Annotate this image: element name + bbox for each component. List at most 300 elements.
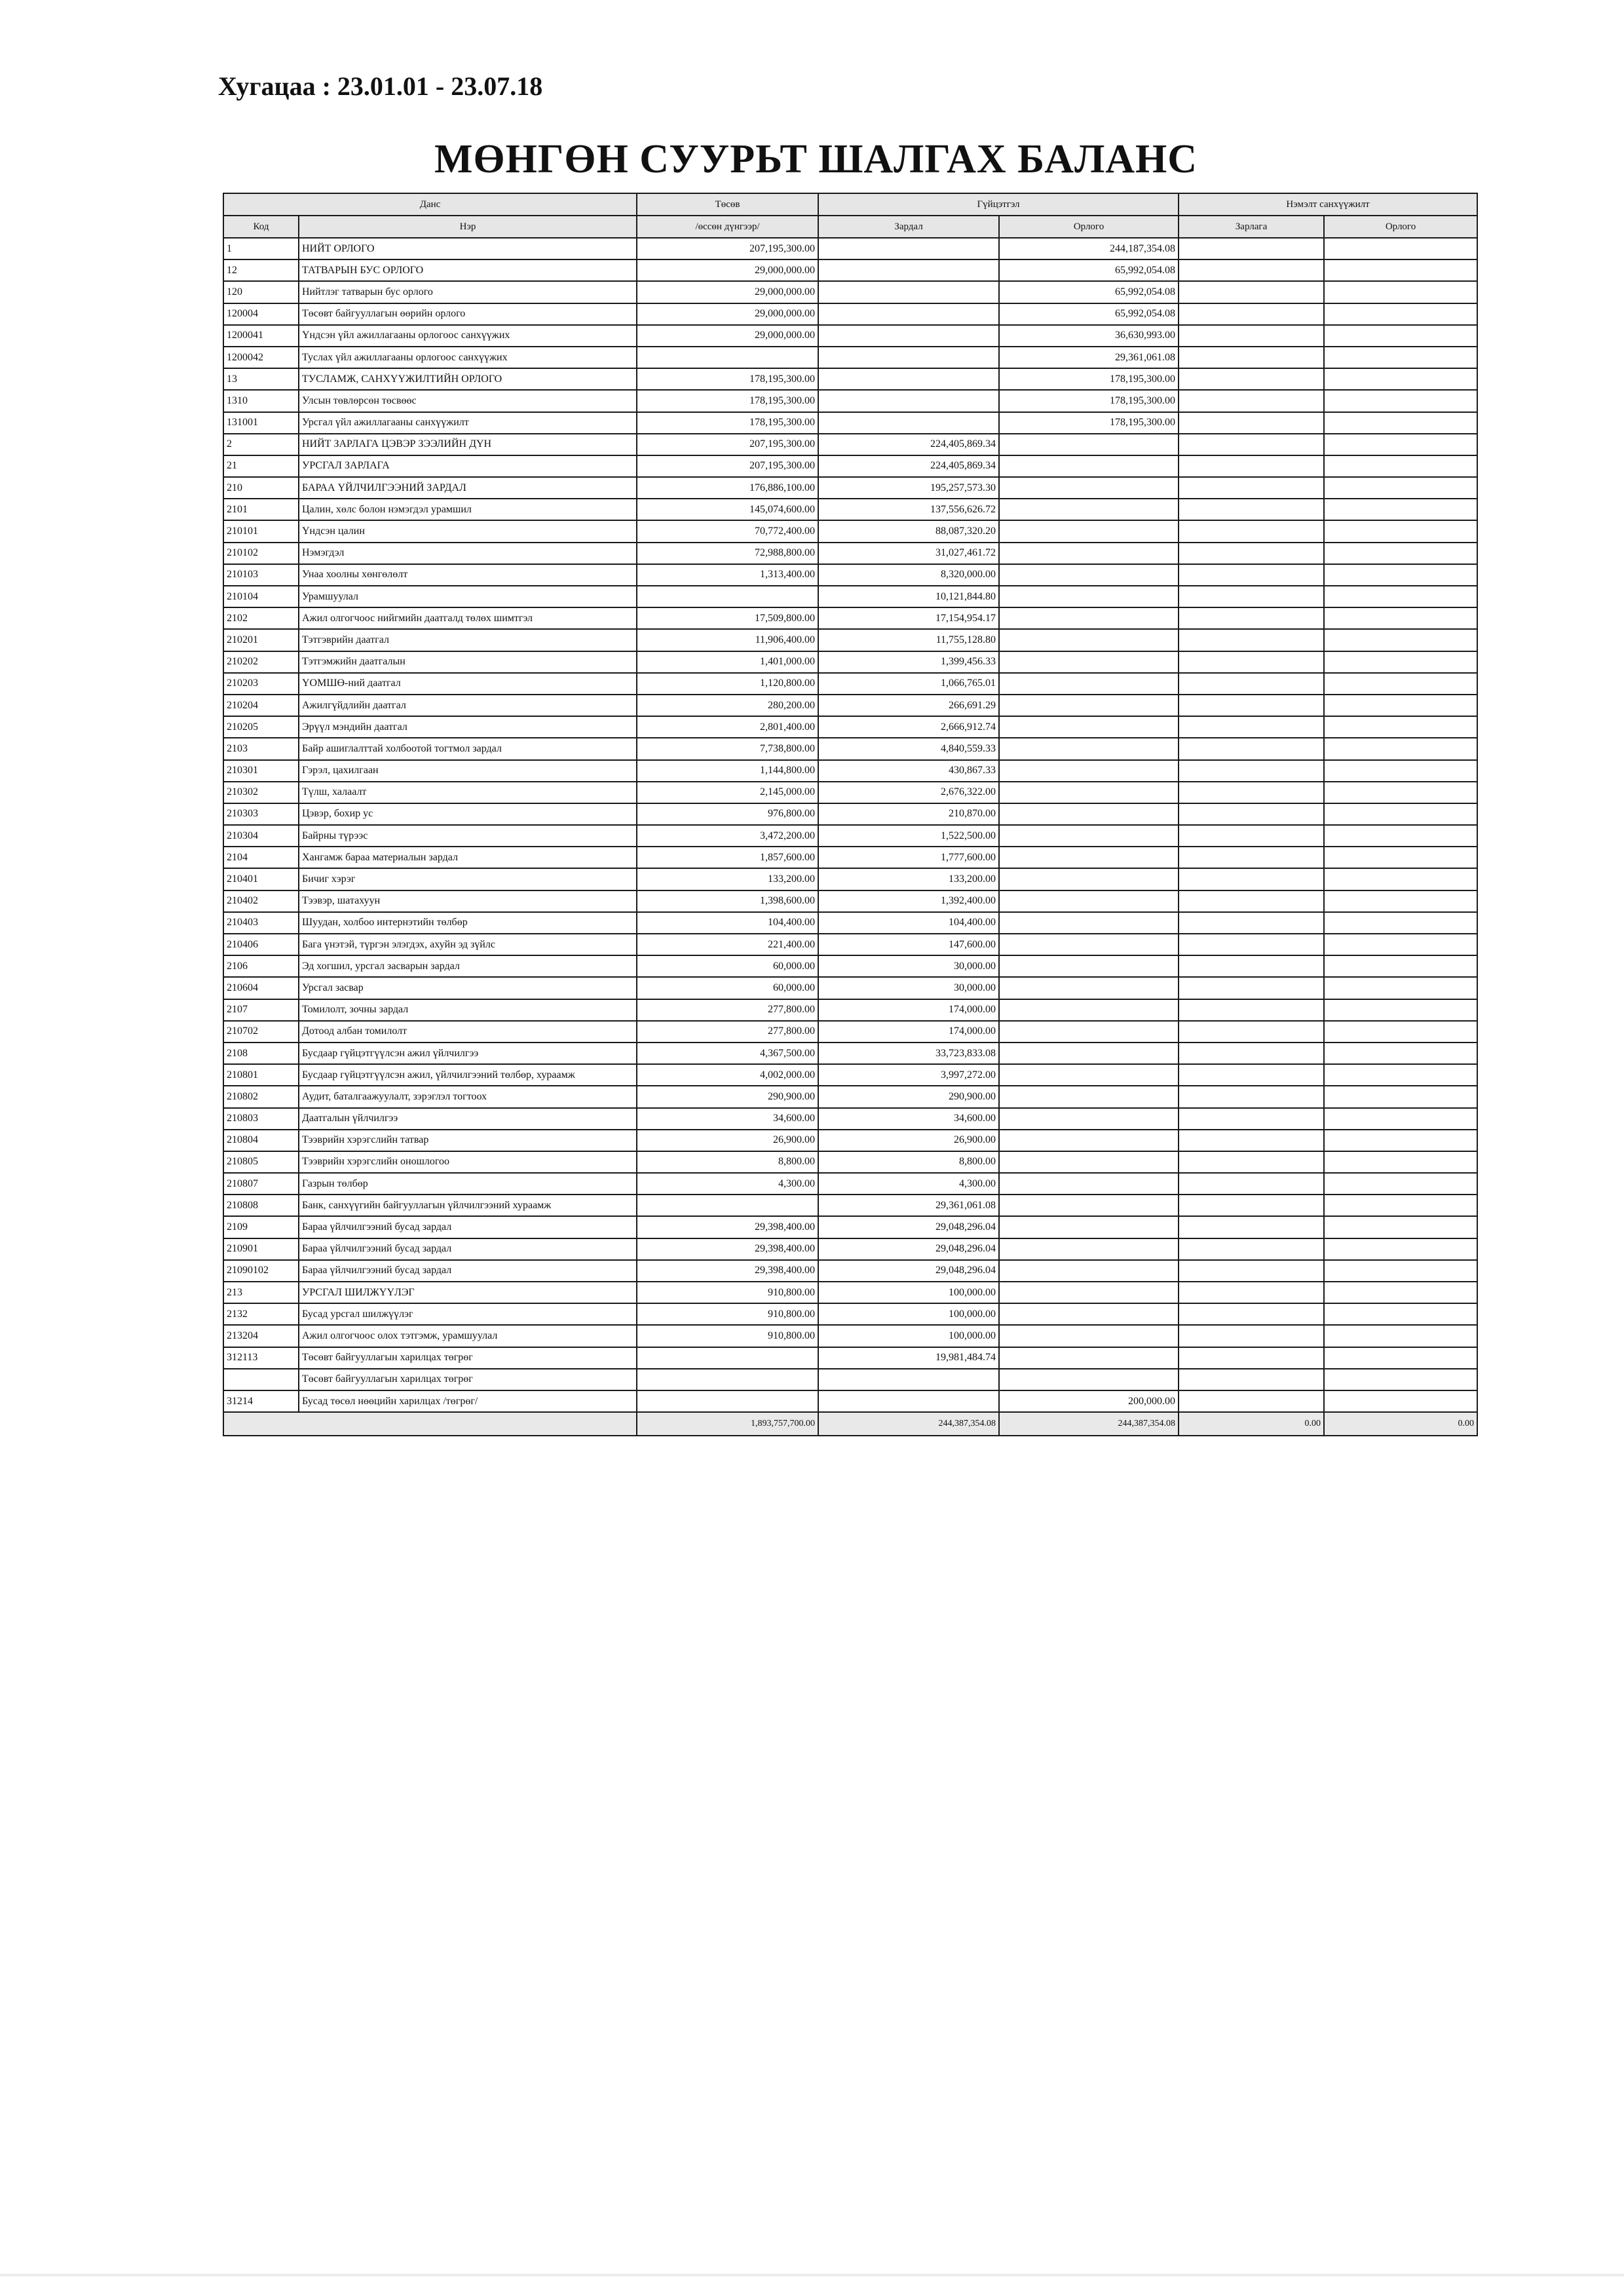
table-row bbox=[223, 695, 1477, 716]
total-extra-income: 0.00 bbox=[1324, 1412, 1477, 1436]
table-row bbox=[223, 977, 1477, 999]
row-extra-expense bbox=[1179, 934, 1324, 955]
row-extra-expense bbox=[1179, 673, 1324, 695]
row-budget: 910,800.00 bbox=[637, 1303, 818, 1325]
row-budget: 11,906,400.00 bbox=[637, 629, 818, 651]
row-budget: 207,195,300.00 bbox=[637, 434, 818, 455]
row-budget: 29,000,000.00 bbox=[637, 303, 818, 325]
table-row bbox=[223, 477, 1477, 499]
row-perf-income bbox=[999, 1195, 1179, 1216]
row-perf-income bbox=[999, 607, 1179, 629]
row-budget: 207,195,300.00 bbox=[637, 238, 818, 259]
row-name: Бага үнэтэй, түргэн элэгдэх, ахуйн эд зүйлс bbox=[299, 934, 637, 955]
table-row bbox=[223, 890, 1477, 912]
row-extra-income bbox=[1324, 1282, 1477, 1303]
row-perf-income: 29,361,061.08 bbox=[999, 347, 1179, 368]
row-budget bbox=[637, 1195, 818, 1216]
row-extra-income bbox=[1324, 1043, 1477, 1064]
row-extra-income bbox=[1324, 564, 1477, 586]
table-row bbox=[223, 455, 1477, 477]
row-perf-income bbox=[999, 1021, 1179, 1043]
row-extra-income bbox=[1324, 499, 1477, 520]
row-budget: 1,401,000.00 bbox=[637, 651, 818, 673]
row-extra-income bbox=[1324, 1108, 1477, 1130]
row-perf-expense: 4,300.00 bbox=[818, 1173, 999, 1195]
row-name: ТАТВАРЫН БУС ОРЛОГО bbox=[299, 259, 637, 281]
row-extra-expense bbox=[1179, 1390, 1324, 1412]
row-extra-expense bbox=[1179, 477, 1324, 499]
row-extra-expense bbox=[1179, 1282, 1324, 1303]
table-row bbox=[223, 238, 1477, 259]
table-row bbox=[223, 760, 1477, 782]
row-extra-expense bbox=[1179, 629, 1324, 651]
row-name: Бусдаар гүйцэтгүүлсэн ажил, үйлчилгээний төлбөр, хураамж bbox=[299, 1064, 637, 1086]
row-name: Гэрэл, цахилгаан bbox=[299, 760, 637, 782]
row-perf-income bbox=[999, 1151, 1179, 1173]
row-extra-income bbox=[1324, 1369, 1477, 1390]
row-perf-income bbox=[999, 1260, 1179, 1282]
header-column-row bbox=[223, 216, 1477, 238]
row-name: Урсгал үйл ажиллагааны санхүүжилт bbox=[299, 412, 637, 434]
row-extra-expense bbox=[1179, 977, 1324, 999]
row-extra-income bbox=[1324, 651, 1477, 673]
row-extra-income bbox=[1324, 738, 1477, 759]
row-name: Томилолт, зочны зардал bbox=[299, 999, 637, 1021]
row-name: Даатгалын үйлчилгээ bbox=[299, 1108, 637, 1130]
table-row bbox=[223, 1173, 1477, 1195]
row-code: 120 bbox=[223, 281, 299, 303]
row-extra-income bbox=[1324, 1195, 1477, 1216]
row-code: 210803 bbox=[223, 1108, 299, 1130]
row-name: ТУСЛАМЖ, САНХҮҮЖИЛТИЙН ОРЛОГО bbox=[299, 368, 637, 390]
row-name: Урсгал засвар bbox=[299, 977, 637, 999]
table-row bbox=[223, 543, 1477, 564]
row-name: Бараа үйлчилгээний бусад зардал bbox=[299, 1260, 637, 1282]
row-perf-expense bbox=[818, 238, 999, 259]
row-perf-expense bbox=[818, 303, 999, 325]
table-row bbox=[223, 651, 1477, 673]
row-perf-expense: 30,000.00 bbox=[818, 955, 999, 977]
row-extra-income bbox=[1324, 1173, 1477, 1195]
row-code bbox=[223, 1369, 299, 1390]
row-extra-income bbox=[1324, 1021, 1477, 1043]
row-extra-expense bbox=[1179, 564, 1324, 586]
row-code: 210204 bbox=[223, 695, 299, 716]
table-row bbox=[223, 281, 1477, 303]
row-perf-income: 65,992,054.08 bbox=[999, 281, 1179, 303]
row-extra-income bbox=[1324, 999, 1477, 1021]
row-budget: 178,195,300.00 bbox=[637, 368, 818, 390]
group-account: Данс bbox=[223, 193, 637, 216]
row-name: Төсөвт байгууллагын өөрийн орлого bbox=[299, 303, 637, 325]
row-name: Улсын төвлөрсөн төсвөөс bbox=[299, 390, 637, 411]
group-extra-funding: Нэмэлт санхүүжилт bbox=[1179, 193, 1477, 216]
row-code: 210102 bbox=[223, 543, 299, 564]
total-budget: 1,893,757,700.00 bbox=[637, 1412, 818, 1436]
row-code: 2104 bbox=[223, 847, 299, 868]
row-perf-expense: 147,600.00 bbox=[818, 934, 999, 955]
table-row bbox=[223, 1151, 1477, 1173]
row-perf-expense: 29,048,296.04 bbox=[818, 1216, 999, 1238]
row-extra-income bbox=[1324, 281, 1477, 303]
row-code: 210202 bbox=[223, 651, 299, 673]
row-code: 2103 bbox=[223, 738, 299, 759]
row-code: 21 bbox=[223, 455, 299, 477]
row-name: Урамшуулал bbox=[299, 586, 637, 607]
col-perf-income: Орлого bbox=[999, 216, 1179, 238]
row-perf-income bbox=[999, 890, 1179, 912]
row-code: 21090102 bbox=[223, 1260, 299, 1282]
row-budget: 1,857,600.00 bbox=[637, 847, 818, 868]
row-code: 312113 bbox=[223, 1347, 299, 1369]
row-name: Нэмэгдэл bbox=[299, 543, 637, 564]
row-name: Цалин, хөлс болон нэмэгдэл урамшил bbox=[299, 499, 637, 520]
row-code: 210406 bbox=[223, 934, 299, 955]
row-extra-income bbox=[1324, 803, 1477, 825]
table-row bbox=[223, 499, 1477, 520]
row-code: 210101 bbox=[223, 520, 299, 542]
row-perf-expense: 4,840,559.33 bbox=[818, 738, 999, 759]
row-perf-expense: 104,400.00 bbox=[818, 912, 999, 934]
row-perf-income bbox=[999, 520, 1179, 542]
row-extra-expense bbox=[1179, 1064, 1324, 1086]
row-name: Эрүүл мэндийн даатгал bbox=[299, 716, 637, 738]
row-perf-income bbox=[999, 847, 1179, 868]
row-perf-expense: 100,000.00 bbox=[818, 1303, 999, 1325]
row-perf-expense: 3,997,272.00 bbox=[818, 1064, 999, 1086]
row-code: 210805 bbox=[223, 1151, 299, 1173]
row-budget: 60,000.00 bbox=[637, 955, 818, 977]
table-row bbox=[223, 1195, 1477, 1216]
row-perf-income bbox=[999, 912, 1179, 934]
row-extra-expense bbox=[1179, 695, 1324, 716]
row-extra-income bbox=[1324, 847, 1477, 868]
row-extra-income bbox=[1324, 1216, 1477, 1238]
row-perf-income bbox=[999, 1130, 1179, 1151]
row-name: Тээврийн хэрэгслийн оношлогоо bbox=[299, 1151, 637, 1173]
row-budget: 2,145,000.00 bbox=[637, 782, 818, 803]
row-name: Бусдаар гүйцэтгүүлсэн ажил үйлчилгээ bbox=[299, 1043, 637, 1064]
row-budget: 17,509,800.00 bbox=[637, 607, 818, 629]
row-code: 210205 bbox=[223, 716, 299, 738]
table-row bbox=[223, 1303, 1477, 1325]
row-extra-income bbox=[1324, 695, 1477, 716]
row-perf-expense: 2,676,322.00 bbox=[818, 782, 999, 803]
table-row bbox=[223, 955, 1477, 977]
row-perf-income: 65,992,054.08 bbox=[999, 259, 1179, 281]
table-row bbox=[223, 1325, 1477, 1347]
row-perf-expense bbox=[818, 325, 999, 347]
row-name: НИЙТ ЗАРЛАГА ЦЭВЭР ЗЭЭЛИЙН ДҮН bbox=[299, 434, 637, 455]
header-group-row bbox=[223, 193, 1477, 216]
row-perf-income: 178,195,300.00 bbox=[999, 412, 1179, 434]
row-name: Байр ашиглалттай холбоотой тогтмол зардал bbox=[299, 738, 637, 759]
row-extra-income bbox=[1324, 390, 1477, 411]
table-row bbox=[223, 782, 1477, 803]
row-perf-income bbox=[999, 1216, 1179, 1238]
row-extra-expense bbox=[1179, 455, 1324, 477]
row-extra-expense bbox=[1179, 1369, 1324, 1390]
row-budget bbox=[637, 586, 818, 607]
row-extra-income bbox=[1324, 825, 1477, 847]
row-name: Тэтгэмжийн даатгалын bbox=[299, 651, 637, 673]
row-perf-expense: 26,900.00 bbox=[818, 1130, 999, 1151]
row-extra-expense bbox=[1179, 760, 1324, 782]
row-code: 210403 bbox=[223, 912, 299, 934]
row-extra-income bbox=[1324, 412, 1477, 434]
row-extra-expense bbox=[1179, 803, 1324, 825]
row-perf-income bbox=[999, 629, 1179, 651]
row-perf-expense bbox=[818, 368, 999, 390]
row-name: Тээвэр, шатахуун bbox=[299, 890, 637, 912]
row-extra-expense bbox=[1179, 1260, 1324, 1282]
row-extra-expense bbox=[1179, 782, 1324, 803]
row-perf-expense: 224,405,869.34 bbox=[818, 434, 999, 455]
row-extra-expense bbox=[1179, 1238, 1324, 1260]
row-perf-income: 178,195,300.00 bbox=[999, 368, 1179, 390]
row-name: Газрын төлбөр bbox=[299, 1173, 637, 1195]
row-code: 210301 bbox=[223, 760, 299, 782]
table-row bbox=[223, 259, 1477, 281]
row-extra-income bbox=[1324, 586, 1477, 607]
row-extra-income bbox=[1324, 477, 1477, 499]
table-row bbox=[223, 1021, 1477, 1043]
row-name: Туслах үйл ажиллагааны орлогоос санхүүжих bbox=[299, 347, 637, 368]
row-perf-expense: 30,000.00 bbox=[818, 977, 999, 999]
row-extra-income bbox=[1324, 543, 1477, 564]
row-perf-expense: 137,556,626.72 bbox=[818, 499, 999, 520]
row-perf-expense: 1,066,765.01 bbox=[818, 673, 999, 695]
row-name: УРСГАЛ ЗАРЛАГА bbox=[299, 455, 637, 477]
total-perf-income: 244,387,354.08 bbox=[999, 1412, 1179, 1436]
row-extra-income bbox=[1324, 347, 1477, 368]
row-name: Цэвэр, бохир ус bbox=[299, 803, 637, 825]
table-row bbox=[223, 434, 1477, 455]
row-extra-income bbox=[1324, 934, 1477, 955]
row-perf-income bbox=[999, 586, 1179, 607]
table-row bbox=[223, 803, 1477, 825]
table-row bbox=[223, 673, 1477, 695]
row-budget: 70,772,400.00 bbox=[637, 520, 818, 542]
row-perf-expense: 8,320,000.00 bbox=[818, 564, 999, 586]
row-perf-income: 65,992,054.08 bbox=[999, 303, 1179, 325]
row-perf-income bbox=[999, 673, 1179, 695]
row-code: 210807 bbox=[223, 1173, 299, 1195]
row-code: 1200042 bbox=[223, 347, 299, 368]
row-budget: 2,801,400.00 bbox=[637, 716, 818, 738]
row-extra-income bbox=[1324, 782, 1477, 803]
table-row bbox=[223, 564, 1477, 586]
row-budget: 3,472,200.00 bbox=[637, 825, 818, 847]
row-budget: 29,000,000.00 bbox=[637, 325, 818, 347]
row-code: 210402 bbox=[223, 890, 299, 912]
row-perf-income bbox=[999, 651, 1179, 673]
row-extra-income bbox=[1324, 368, 1477, 390]
row-extra-expense bbox=[1179, 1303, 1324, 1325]
row-budget: 29,398,400.00 bbox=[637, 1260, 818, 1282]
row-perf-expense: 34,600.00 bbox=[818, 1108, 999, 1130]
row-code: 2132 bbox=[223, 1303, 299, 1325]
table-row bbox=[223, 825, 1477, 847]
row-extra-income bbox=[1324, 1130, 1477, 1151]
row-perf-expense: 29,361,061.08 bbox=[818, 1195, 999, 1216]
row-extra-income bbox=[1324, 912, 1477, 934]
scan-edge bbox=[0, 2274, 1624, 2276]
row-perf-expense: 290,900.00 bbox=[818, 1086, 999, 1107]
row-extra-expense bbox=[1179, 281, 1324, 303]
row-budget: 178,195,300.00 bbox=[637, 412, 818, 434]
row-perf-expense: 100,000.00 bbox=[818, 1325, 999, 1347]
row-code: 210 bbox=[223, 477, 299, 499]
row-extra-income bbox=[1324, 977, 1477, 999]
row-name: УРСГАЛ ШИЛЖҮҮЛЭГ bbox=[299, 1282, 637, 1303]
table-row bbox=[223, 999, 1477, 1021]
row-extra-income bbox=[1324, 629, 1477, 651]
row-extra-expense bbox=[1179, 1043, 1324, 1064]
row-perf-income bbox=[999, 977, 1179, 999]
row-name: Хангамж бараа материалын зардал bbox=[299, 847, 637, 868]
row-code: 1310 bbox=[223, 390, 299, 411]
row-code: 213 bbox=[223, 1282, 299, 1303]
row-budget: 7,738,800.00 bbox=[637, 738, 818, 759]
row-perf-expense: 133,200.00 bbox=[818, 868, 999, 890]
row-perf-income bbox=[999, 1325, 1179, 1347]
row-extra-expense bbox=[1179, 499, 1324, 520]
row-extra-expense bbox=[1179, 434, 1324, 455]
row-perf-expense bbox=[818, 1369, 999, 1390]
total-perf-expense: 244,387,354.08 bbox=[818, 1412, 999, 1436]
row-budget: 26,900.00 bbox=[637, 1130, 818, 1151]
row-extra-income bbox=[1324, 259, 1477, 281]
row-budget: 4,367,500.00 bbox=[637, 1043, 818, 1064]
row-perf-expense bbox=[818, 281, 999, 303]
row-extra-income bbox=[1324, 520, 1477, 542]
row-perf-income bbox=[999, 695, 1179, 716]
row-name: Төсөвт байгууллагын харилцах төгрөг bbox=[299, 1347, 637, 1369]
row-code: 210801 bbox=[223, 1064, 299, 1086]
row-budget: 976,800.00 bbox=[637, 803, 818, 825]
row-perf-income bbox=[999, 434, 1179, 455]
row-name: Төсөвт байгууллагын харилцах төгрөг bbox=[299, 1369, 637, 1390]
table-row bbox=[223, 716, 1477, 738]
table-row bbox=[223, 1130, 1477, 1151]
row-perf-income bbox=[999, 868, 1179, 890]
row-perf-income bbox=[999, 1043, 1179, 1064]
row-code: 210401 bbox=[223, 868, 299, 890]
row-budget: 178,195,300.00 bbox=[637, 390, 818, 411]
row-code: 2106 bbox=[223, 955, 299, 977]
total-extra-expense: 0.00 bbox=[1179, 1412, 1324, 1436]
group-budget: Төсөв bbox=[637, 193, 818, 216]
totals-row bbox=[223, 1412, 1477, 1436]
row-name: Ажилгүйдлийн даатгал bbox=[299, 695, 637, 716]
row-extra-income bbox=[1324, 716, 1477, 738]
row-name: ҮОМШӨ-ний даатгал bbox=[299, 673, 637, 695]
table-row bbox=[223, 325, 1477, 347]
row-extra-expense bbox=[1179, 1216, 1324, 1238]
row-perf-expense bbox=[818, 259, 999, 281]
row-code: 2108 bbox=[223, 1043, 299, 1064]
row-name: Бараа үйлчилгээний бусад зардал bbox=[299, 1238, 637, 1260]
row-code: 210808 bbox=[223, 1195, 299, 1216]
row-perf-expense: 266,691.29 bbox=[818, 695, 999, 716]
row-extra-expense bbox=[1179, 651, 1324, 673]
row-extra-expense bbox=[1179, 847, 1324, 868]
table-row bbox=[223, 629, 1477, 651]
row-code: 210103 bbox=[223, 564, 299, 586]
row-budget: 29,000,000.00 bbox=[637, 259, 818, 281]
row-perf-income bbox=[999, 738, 1179, 759]
row-perf-income bbox=[999, 934, 1179, 955]
row-perf-expense: 31,027,461.72 bbox=[818, 543, 999, 564]
row-extra-income bbox=[1324, 1086, 1477, 1107]
row-extra-income bbox=[1324, 673, 1477, 695]
table-row bbox=[223, 1216, 1477, 1238]
row-name: Тээврийн хэрэгслийн татвар bbox=[299, 1130, 637, 1151]
row-extra-expense bbox=[1179, 325, 1324, 347]
row-perf-income bbox=[999, 1238, 1179, 1260]
table-row bbox=[223, 847, 1477, 868]
row-perf-expense: 100,000.00 bbox=[818, 1282, 999, 1303]
row-budget: 1,398,600.00 bbox=[637, 890, 818, 912]
row-perf-income bbox=[999, 825, 1179, 847]
table-row bbox=[223, 738, 1477, 759]
row-perf-income: 244,187,354.08 bbox=[999, 238, 1179, 259]
row-code: 210901 bbox=[223, 1238, 299, 1260]
row-perf-expense bbox=[818, 347, 999, 368]
row-budget: 277,800.00 bbox=[637, 999, 818, 1021]
row-budget: 4,300.00 bbox=[637, 1173, 818, 1195]
row-extra-expense bbox=[1179, 1021, 1324, 1043]
row-perf-income bbox=[999, 543, 1179, 564]
row-code: 210201 bbox=[223, 629, 299, 651]
row-perf-income bbox=[999, 455, 1179, 477]
row-extra-expense bbox=[1179, 607, 1324, 629]
row-code: 12 bbox=[223, 259, 299, 281]
row-perf-expense: 17,154,954.17 bbox=[818, 607, 999, 629]
row-budget: 910,800.00 bbox=[637, 1282, 818, 1303]
row-name: Банк, санхүүгийн байгууллагын үйлчилгээний хураамж bbox=[299, 1195, 637, 1216]
row-code: 1200041 bbox=[223, 325, 299, 347]
row-perf-income bbox=[999, 1173, 1179, 1195]
row-perf-income bbox=[999, 716, 1179, 738]
row-name: НИЙТ ОРЛОГО bbox=[299, 238, 637, 259]
row-budget bbox=[637, 1390, 818, 1412]
row-budget: 72,988,800.00 bbox=[637, 543, 818, 564]
row-extra-income bbox=[1324, 1238, 1477, 1260]
row-name: Аудит, баталгаажуулалт, зэрэглэл тогтоох bbox=[299, 1086, 637, 1107]
row-budget: 1,144,800.00 bbox=[637, 760, 818, 782]
row-extra-expense bbox=[1179, 1325, 1324, 1347]
row-code: 210303 bbox=[223, 803, 299, 825]
row-code: 2102 bbox=[223, 607, 299, 629]
row-perf-income bbox=[999, 803, 1179, 825]
table-row bbox=[223, 390, 1477, 411]
row-name: Бусад төсөл нөөцийн харилцах /төгрөг/ bbox=[299, 1390, 637, 1412]
row-extra-income bbox=[1324, 238, 1477, 259]
table-row bbox=[223, 1238, 1477, 1260]
table-row bbox=[223, 912, 1477, 934]
row-code: 210104 bbox=[223, 586, 299, 607]
row-perf-expense: 1,522,500.00 bbox=[818, 825, 999, 847]
row-extra-expense bbox=[1179, 543, 1324, 564]
row-code: 2109 bbox=[223, 1216, 299, 1238]
row-code: 120004 bbox=[223, 303, 299, 325]
row-budget: 104,400.00 bbox=[637, 912, 818, 934]
row-extra-expense bbox=[1179, 1347, 1324, 1369]
row-extra-expense bbox=[1179, 716, 1324, 738]
table-row bbox=[223, 934, 1477, 955]
